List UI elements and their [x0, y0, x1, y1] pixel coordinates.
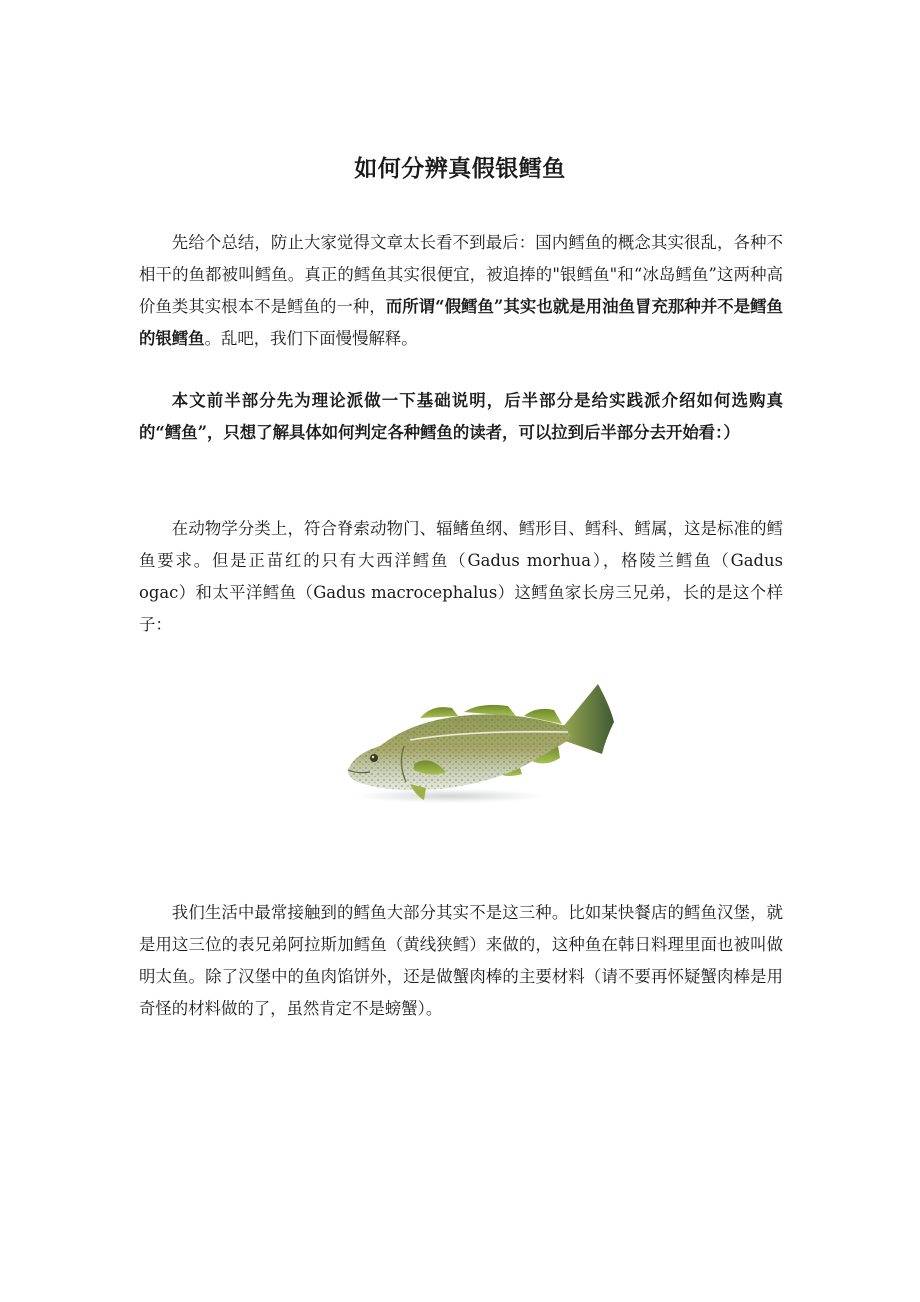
cod-fish-image	[340, 676, 620, 811]
daily-cod-paragraph: 我们生活中最常接触到的鳕鱼大部分其实不是这三种。比如某快餐店的鳕鱼汉堡，就是用这三位的表兄弟阿拉斯加鳕鱼（黄线狭鳕）来做的，这种鱼在韩日料理里面也被叫做明太鱼。除了汉堡中的鱼肉馅饼外，还是做蟹肉棒的主要材料（请不要再怀疑蟹肉棒是用奇怪的材料做的了，虽然肯定不是螃蟹）。	[139, 903, 783, 1018]
summary-text-end: 。乱吧，我们下面慢慢解释。	[204, 329, 418, 348]
summary-bold-text: 而所谓“假鳕鱼”其实也就是用油鱼冒充那种并不是鳕鱼的银鳕鱼	[139, 297, 784, 348]
summary-paragraph	[139, 227, 783, 355]
cod-fish-icon	[340, 676, 620, 811]
page-title: 如何分辨真假银鳕鱼	[354, 155, 566, 182]
summary-text-start: 先给个总结，防止大家觉得文章太长看不到最后：国内鳕鱼的概念其实很乱，各种不相干的鱼都被叫鳕鱼。真正的鳕鱼其实很便宜，被追捧的"银鳕鱼"和“冰岛鳕鱼”这两种高价鱼类其实根本不是鳕鱼的一种，	[139, 233, 783, 316]
taxonomy-paragraph: 在动物学分类上，符合脊索动物门、辐鳍鱼纲、鳕形目、鳕科、鳕属，这是标准的鳕鱼要求。但是正苗红的只有大西洋鳕鱼（Gadus morhua），格陵兰鳕鱼（Gadus ogac）和太平洋鳕鱼（Gadus macrocephalus）这鳕鱼家长房三兄弟，长的是这个样子：	[139, 519, 783, 634]
intro-bold-paragraph: 本文前半部分先为理论派做一下基础说明，后半部分是给实践派介绍如何选购真的“鳕鱼”，只想了解具体如何判定各种鳕鱼的读者，可以拉到后半部分去开始看：）	[139, 391, 783, 442]
